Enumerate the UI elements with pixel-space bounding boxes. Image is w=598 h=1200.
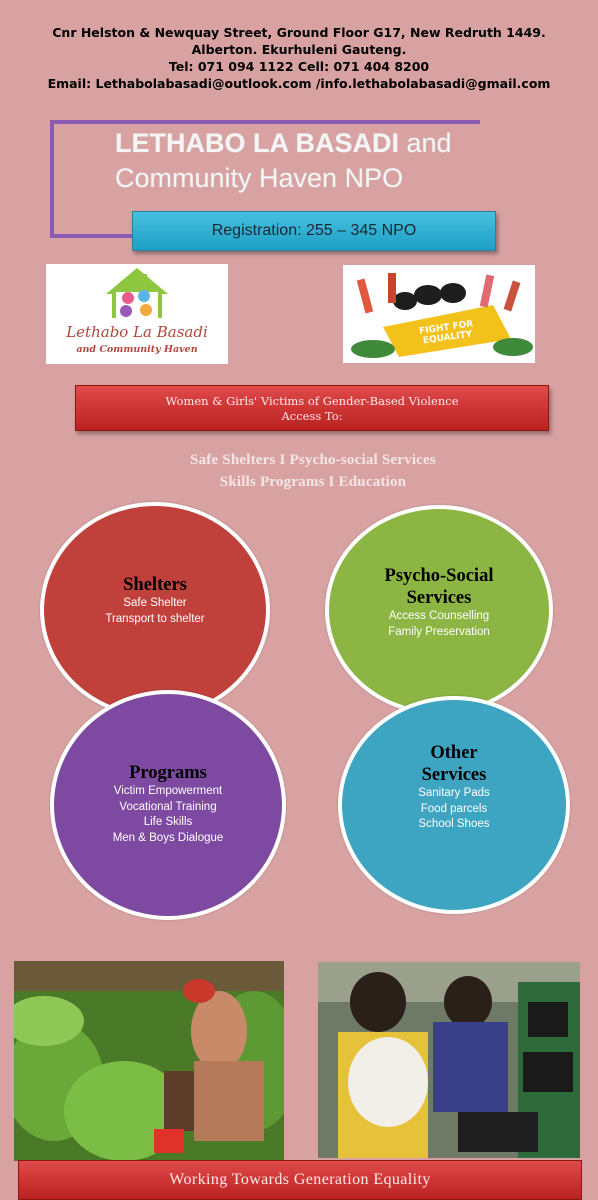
psycho-social-circle <box>325 505 553 715</box>
address-line-2: Alberton. Ekurhuleni Gauteng. <box>191 42 407 57</box>
other-title-line-2: Services <box>421 765 487 785</box>
services-line-2: Skills Programs I Education <box>219 474 407 490</box>
programs-item: Victim Empowerment <box>113 785 223 797</box>
title-line-2: Community Haven NPO <box>115 163 404 193</box>
shelters-item: Transport to shelter <box>105 612 205 625</box>
poster-slogan: FIGHT FOR EQUALITY <box>418 319 474 347</box>
garden-photo <box>14 961 284 1161</box>
raised-fists-icon <box>343 265 535 363</box>
logo-name: Lethabo La Basadi <box>66 323 208 341</box>
contact-header <box>0 24 598 92</box>
programs-item: Men & Boys Dialogue <box>112 831 224 844</box>
shelters-circle <box>40 502 270 718</box>
registration-text: Registration: 255 – 345 NPO <box>211 222 417 239</box>
services-summary <box>0 449 598 493</box>
computer-lab-photo <box>318 962 580 1158</box>
other-services-circle <box>338 696 570 914</box>
other-item: Sanitary Pads <box>418 787 490 799</box>
gbv-line-1: Women & Girls' Victims of Gender-Based Violence <box>165 394 459 408</box>
registration-banner <box>132 211 496 251</box>
logo-subtitle: and Community Haven <box>76 344 198 355</box>
programs-circle <box>50 690 286 920</box>
other-item: School Shoes <box>418 818 490 830</box>
gbv-banner <box>75 385 549 431</box>
programs-item: Life Skills <box>143 816 193 828</box>
organisation-logo <box>46 264 228 364</box>
footer-banner <box>18 1160 582 1200</box>
gbv-line-2: Access To: <box>281 409 343 423</box>
organisation-title <box>115 126 575 196</box>
psycho-title-line-1: Psycho-Social <box>384 566 494 586</box>
address-line-1: Cnr Helston & Newquay Street, Ground Floor G17, New Redruth 1449. <box>52 25 546 40</box>
frame-bottom-line <box>50 234 140 238</box>
women-at-computers-image <box>318 962 580 1158</box>
phone-line: Tel: 071 094 1122 Cell: 071 404 8200 <box>168 59 430 74</box>
shelters-title: Shelters <box>123 575 187 595</box>
title-name: LETHABO LA BASADI <box>115 128 399 158</box>
psycho-item: Family Preservation <box>388 625 490 638</box>
woman-gardening-image <box>14 961 284 1161</box>
footer-slogan: Working Towards Generation Equality <box>169 1171 431 1188</box>
programs-title: Programs <box>129 763 207 783</box>
psycho-title-line-2: Services <box>406 588 472 608</box>
services-line-1: Safe Shelters I Psycho-social Services <box>190 452 436 468</box>
email-line[interactable]: Email: Lethabolabasadi@outlook.com /info.lethabolabasadi@gmail.com <box>47 76 551 91</box>
title-and: and <box>399 128 452 158</box>
psycho-item: Access Counselling <box>388 610 490 622</box>
frame-left-line <box>50 120 54 238</box>
programs-item: Vocational Training <box>119 800 217 813</box>
frame-top-line <box>50 120 480 124</box>
equality-poster <box>343 265 535 363</box>
shelters-item: Safe Shelter <box>123 597 187 609</box>
other-item: Food parcels <box>420 802 488 815</box>
other-title-line-1: Other <box>430 743 478 763</box>
